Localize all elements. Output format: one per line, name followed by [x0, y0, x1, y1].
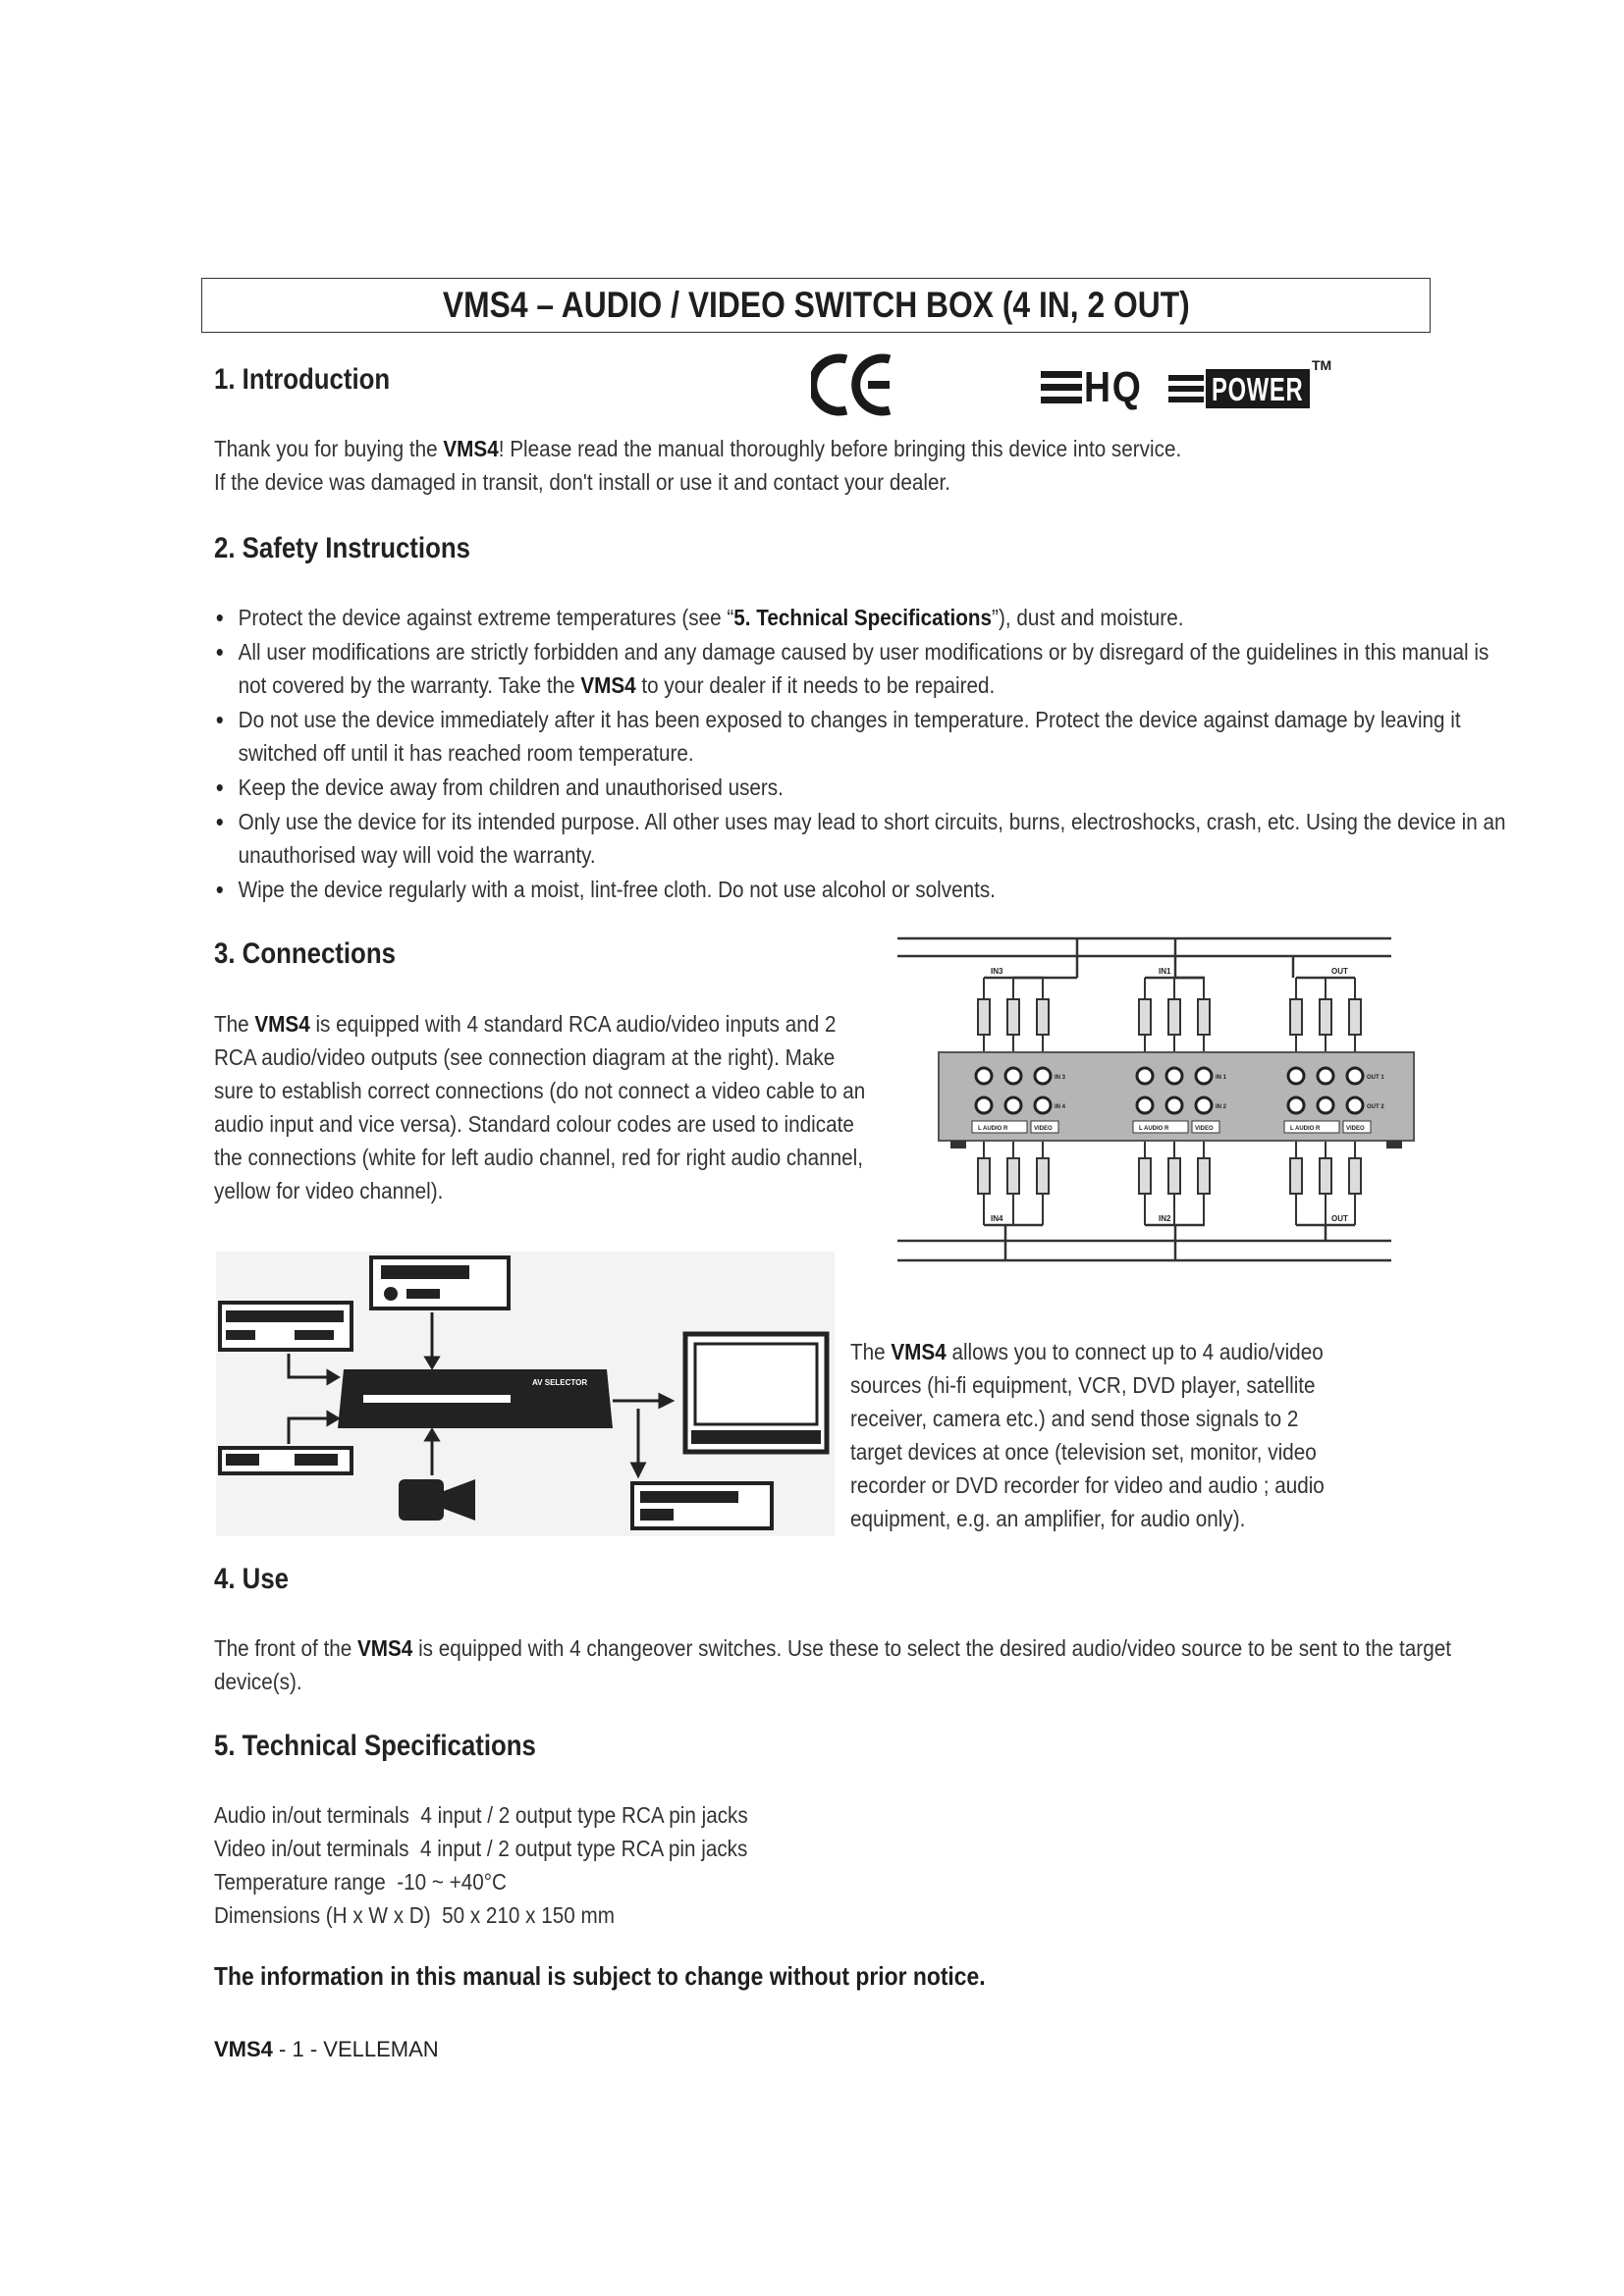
tuner-icon [220, 1448, 352, 1473]
safety-item: • Wipe the device regularly with a moist, lint-free cloth. Do not use alcohol or solvents. [214, 873, 1510, 906]
footer [214, 2037, 439, 2062]
specs-table [214, 1798, 992, 1932]
footer-page: - 1 - [272, 2037, 324, 2061]
spec-value: 4 input / 2 output type RCA pin jacks [419, 1836, 748, 1861]
diagram-jack-in1: IN 1 [1216, 1075, 1227, 1081]
title-box [201, 278, 1431, 333]
safety-item-text: Protect the device against extreme temperatures (see “ [238, 605, 734, 630]
spec-row [214, 1832, 992, 1865]
conn-text-4: allows you to connect up to 4 audio/video sources (hi-fi equipment, VCR, DVD player, satellite receiver, camera etc.) and send those signals to 2 target devices at once (television set, monitor, video recorder or DVD recorder for video and audio ; audio equipment, e.g. an amplifier, for audio only). [850, 1339, 1325, 1531]
notice: The information in this manual is subject to change without prior notice. [214, 1961, 986, 1991]
logo-tm: TM [1312, 357, 1332, 373]
use-text: The front of the [214, 1635, 357, 1661]
conn-text-3: The [850, 1339, 892, 1364]
diagram-video-label: VIDEO [1346, 1126, 1365, 1132]
connections-heading-wrap [214, 937, 425, 971]
diagram-label-out-top: OUT [1331, 967, 1348, 976]
diagram-jack-in4: IN 4 [1055, 1104, 1066, 1110]
diagram-jack-out1: OUT 1 [1367, 1075, 1384, 1081]
diagram-video-label: VIDEO [1195, 1126, 1214, 1132]
safety-heading: 2. Safety Instructions [214, 532, 470, 564]
conn-model-2: VMS4 [891, 1339, 947, 1364]
diagram-label-out-bottom: OUT [1331, 1214, 1348, 1223]
logo-hq-text: HQ [1084, 363, 1143, 411]
use-heading: 4. Use [214, 1563, 290, 1595]
diagram-label-in1: IN1 [1159, 967, 1171, 976]
safety-spec-ref: 5. Technical Specifications [733, 605, 993, 630]
diagram-label-in3: IN3 [991, 967, 1003, 976]
diagram-jack-in3: IN 3 [1055, 1075, 1066, 1081]
intro-text-2: ! Please read the manual thoroughly before bringing this device into service. [498, 436, 1182, 461]
recorder-icon [632, 1483, 772, 1528]
intro-heading: 1. Introduction [214, 363, 391, 396]
diagram-audio-label: L AUDIO R [1290, 1126, 1321, 1132]
diagram-jack-in2: IN 2 [1216, 1104, 1227, 1110]
safety-heading-wrap [214, 532, 512, 565]
tv-icon [685, 1334, 827, 1452]
conn-model: VMS4 [254, 1011, 310, 1037]
spec-value: -10 ~ +40°C [397, 1869, 507, 1895]
specs-heading-wrap [214, 1730, 588, 1763]
safety-list [214, 601, 1510, 907]
safety-model: VMS4 [580, 672, 636, 698]
use-text-2: is equipped with 4 changeover switches. Use these to select the desired audio/video source to be sent to the target device(s). [214, 1635, 1451, 1694]
use-heading-wrap [214, 1563, 300, 1596]
spec-value: 4 input / 2 output type RCA pin jacks [420, 1802, 748, 1828]
vcr-icon [371, 1257, 509, 1308]
av-selector-label: AV SELECTOR [532, 1378, 588, 1387]
ce-mark-text: CE [811, 353, 813, 354]
diagram-label-in4: IN4 [991, 1214, 1003, 1223]
spec-row [214, 1898, 992, 1932]
safety-item: • Do not use the device immediately after it has been exposed to changes in temperature. Protect the device against damage by leaving it switched off until it has reached room temperature. [214, 703, 1510, 770]
intro-model: VMS4 [443, 436, 499, 461]
intro-heading-wrap [214, 363, 418, 397]
intro-paragraph [214, 432, 1492, 499]
use-paragraph [214, 1631, 1485, 1698]
spec-row [214, 1798, 992, 1832]
spec-label: Dimensions (H x W x D) [214, 1902, 431, 1928]
footer-model: VMS4 [214, 2037, 273, 2061]
logo-power-text: POWER [1212, 371, 1304, 407]
safety-item [214, 635, 1510, 702]
safety-item-text-2: ”), dust and moisture. [992, 605, 1184, 630]
spec-row [214, 1865, 992, 1898]
conn-text-2: is equipped with 4 standard RCA audio/video inputs and 2 RCA audio/video outputs (see connection diagram at the right). Make sure to establish correct connections (do not connect a video cable to an audio input and vice versa). Standard colour codes are used to indicate the connections (white for left audio channel, red for right audio channel, yellow for video channel). [214, 1011, 866, 1203]
use-model: VMS4 [356, 1635, 413, 1661]
safety-item [214, 601, 1510, 634]
specs-heading: 5. Technical Specifications [214, 1730, 536, 1762]
intro-line-1 [214, 432, 1492, 465]
safety-item-text-2: to your dealer if it needs to be repaired. [635, 672, 996, 698]
page-title: VMS4 – AUDIO / VIDEO SWITCH BOX (4 IN, 2 OUT) [442, 285, 1190, 325]
conn-text: The [214, 1011, 255, 1037]
hq-power-logo [1039, 357, 1332, 412]
intro-text: Thank you for buying the [214, 436, 444, 461]
spec-label: Video in/out terminals [214, 1836, 409, 1861]
footer-brand: VELLEMAN [323, 2037, 439, 2061]
diagram-jack-out2: OUT 2 [1367, 1104, 1384, 1110]
diagram-video-label: VIDEO [1034, 1126, 1053, 1132]
safety-item: • Only use the device for its intended purpose. All other uses may lead to short circuits, burns, electroshocks, crash, etc. Using the device in an unauthorised way will void the warranty. [214, 805, 1510, 872]
dvd-player-icon [220, 1303, 352, 1350]
connections-paragraph-1 [214, 1007, 867, 1207]
spec-value: 50 x 210 x 150 mm [442, 1902, 615, 1928]
intro-line-2: If the device was damaged in transit, don't install or use it and contact your dealer. [214, 469, 951, 495]
connection-diagram [895, 931, 1426, 1276]
camera-icon [399, 1479, 475, 1521]
diagram-audio-label: L AUDIO R [1139, 1126, 1169, 1132]
connections-heading: 3. Connections [214, 937, 396, 970]
safety-item: • Keep the device away from children and unauthorised users. [214, 771, 1510, 804]
ce-mark-icon [811, 353, 895, 416]
spec-label: Audio in/out terminals [214, 1802, 409, 1828]
av-selector-icon [338, 1369, 613, 1428]
diagram-audio-label: L AUDIO R [978, 1126, 1008, 1132]
connections-paragraph-2 [850, 1335, 1351, 1535]
safety-item-text: All user modifications are strictly forbidden and any damage caused by user modifications or by disregard of the guidelines in this manual is not covered by the warranty. Take the [238, 639, 1489, 698]
spec-label: Temperature range [214, 1869, 386, 1895]
device-setup-illustration [216, 1252, 835, 1536]
diagram-label-in2: IN2 [1159, 1214, 1171, 1223]
